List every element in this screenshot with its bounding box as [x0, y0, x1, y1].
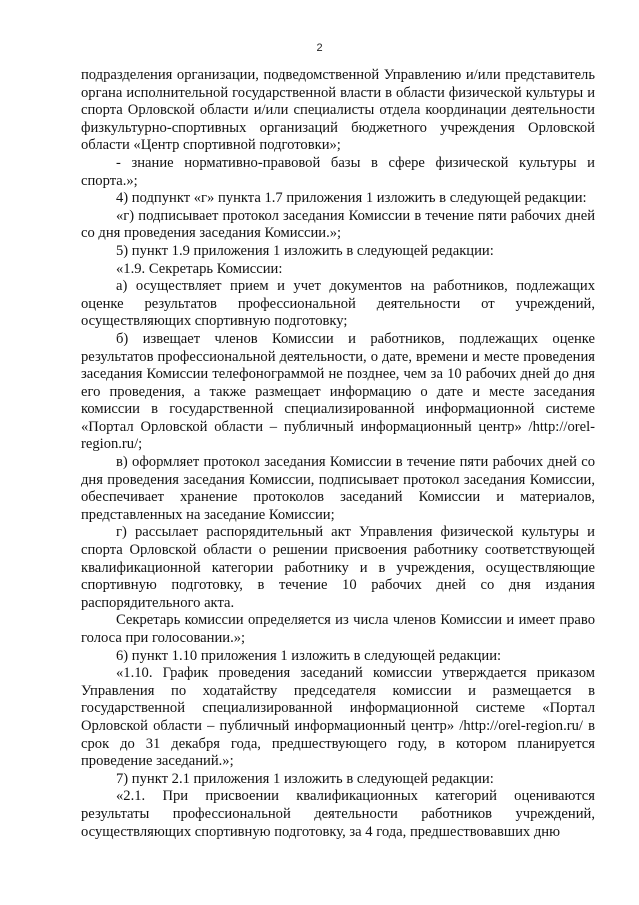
- paragraph-secretary: Секретарь комиссии определяется из числа членов Комиссии и имеет право голоса при голосовании.»;: [81, 612, 595, 646]
- paragraph-subpoint-g: «г) подписывает протокол заседания Комиссии в течение пяти рабочих дней со дня проведения заседания Комиссии.»;: [81, 207, 595, 242]
- paragraph-amendment-6: 6) пункт 1.10 приложения 1 изложить в следующей редакции:: [116, 647, 502, 664]
- paragraph-item-a: а) осуществляет прием и учет документов на работников, подлежащих оценке результатов профессиональной деятельности от учреждений, осуществляющих спортивную подготовку;: [81, 278, 595, 330]
- paragraph-amendment-7: 7) пункт 2.1 приложения 1 изложить в следующей редакции:: [116, 770, 494, 787]
- document-body: [81, 67, 595, 841]
- paragraph-requirement-knowledge: - знание нормативно-правовой базы в сфере физической культуры и спорта.»;: [81, 154, 595, 189]
- paragraph-continuation: подразделения организации, подведомственной Управлению и/или представитель органа исполнительной государственной власти в области физической культуры и спорта Орловской области и/или специалисты отдела координации деятельности физкультурно-спортивных организаций бюджетного учреждения Орловской области «Центр спортивной подготовки»;: [81, 67, 595, 154]
- paragraph-item-b: б) извещает членов Комиссии и работников, подлежащих оценке результатов профессиональной деятельности, о дате, времени и месте проведения заседания Комиссии телефонограммой не позднее, чем за 10 рабочих дней до дня его проведения, а также размещает информацию о дате и месте заседания комиссии в государственной специализированной информационной системе «Портал Орловской области – публичный информационный центр» /http://orel-region.ru/;: [81, 330, 595, 453]
- paragraph-item-g: г) рассылает распорядительный акт Управления физической культуры и спорта Орловской области о решении присвоения работнику соответствующей квалификационной категории работнику и в учреждения, осуществляющие спортивную подготовку, в течение 10 рабочих дней со дня издания распорядительного акта.: [81, 524, 595, 611]
- paragraph-amendment-5: 5) пункт 1.9 приложения 1 изложить в следующей редакции:: [116, 242, 494, 259]
- paragraph-clause-1-9: «1.9. Секретарь Комиссии:: [116, 260, 283, 277]
- paragraph-clause-1-10: «1.10. График проведения заседаний комиссии утверждается приказом Управления по ходатайству председателя комиссии и размещается в государственной специализированной информационной системе «Портал Орловской области – публичный информационный центр» /http://orel-region.ru/ в срок до 31 декабря года, предшествующего году, в котором планируется проведение заседаний.»;: [81, 665, 595, 770]
- paragraph-clause-2-1: «2.1. При присвоении квалификационных категорий оцениваются результаты профессиональной деятельности работников учреждений, осуществляющих спортивную подготовку, за 4 года, предшествовавших дню: [81, 788, 595, 840]
- paragraph-item-v: в) оформляет протокол заседания Комиссии в течение пяти рабочих дней со дня проведения заседания Комиссии, подписывает протокол заседания Комиссии, обеспечивает хранение протоколов заседаний Комиссии и материалов, представленных на заседание Комиссии;: [81, 454, 595, 523]
- page-number: 2: [316, 42, 323, 54]
- paragraph-amendment-4: 4) подпункт «г» пункта 1.7 приложения 1 изложить в следующей редакции:: [116, 190, 587, 207]
